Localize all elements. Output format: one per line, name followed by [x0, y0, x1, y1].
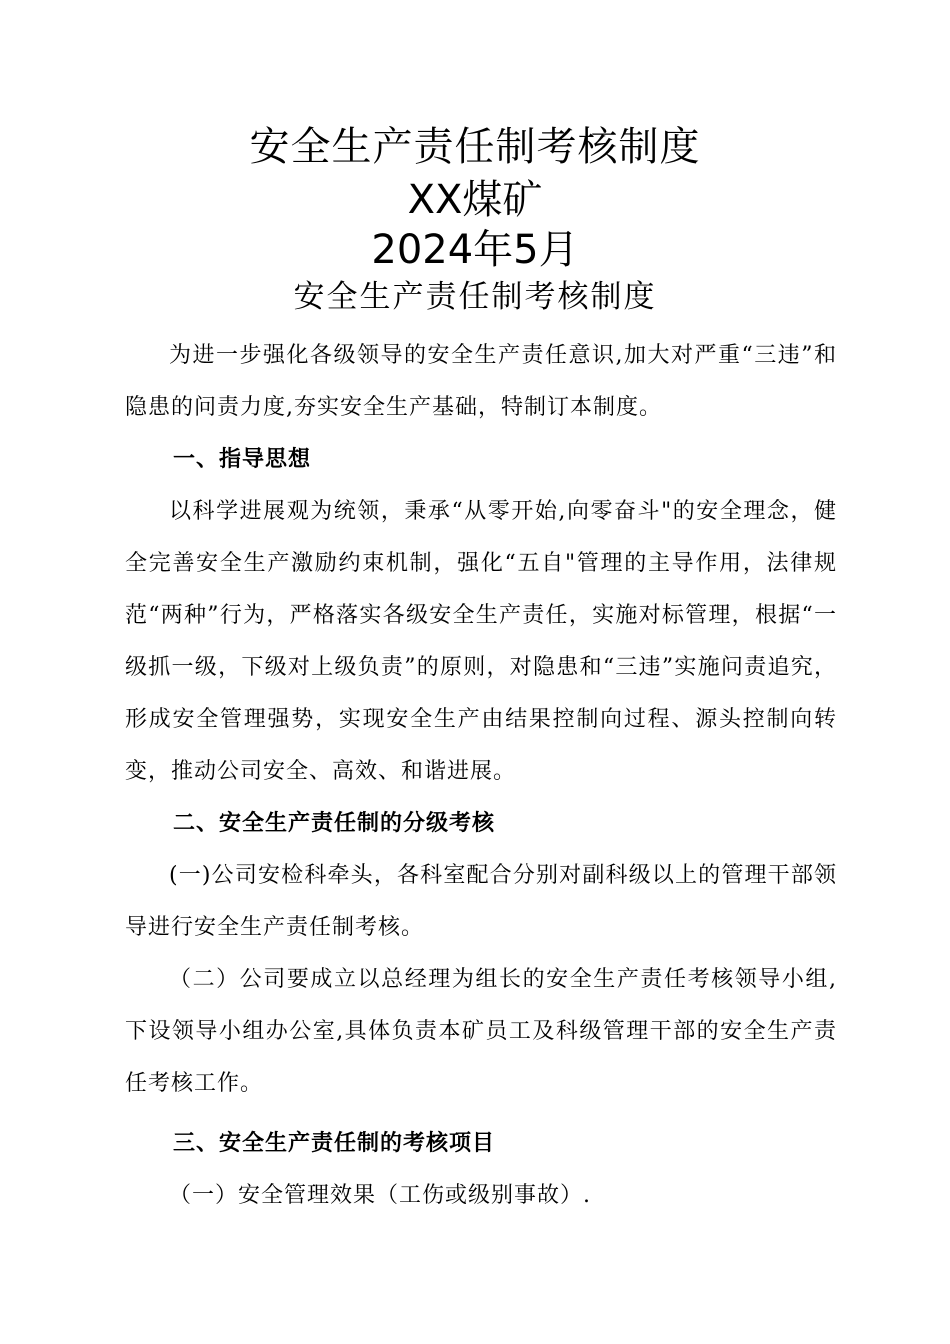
graded-assessment-item-1: (一)公司安检科牵头，各科室配合分别对副科级以上的管理干部领导进行安全生产责任制考核。 — [125, 863, 837, 940]
section-heading-graded-assessment: 二、安全生产责任制的分级考核 — [173, 811, 496, 836]
cover-date: 2024年5月 — [371, 227, 579, 273]
guiding-ideology-paragraph: 以科学进展观为统领，秉承“从零开始,向零奋斗"的安全理念，健全完善安全生产激励约束机制，强化“五自"管理的主导作用，法律规范“两种”行为，严格落实各级安全生产责任，实施对标管理，根据“一级抓一级，下级对上级负责”的原则，对隐患和“三违”实施问责追究，形成安全管理强势，实现安全生产由结果控制向过程、源头控制向转变，推动公司安全、高效、和谐进展。 — [125, 499, 837, 784]
document-body — [125, 330, 837, 1222]
graded-assessment-item-2: （二）公司要成立以总经理为组长的安全生产责任考核领导小组,下设领导小组办公室,具体负责本矿员工及科级管理干部的安全生产责任考核工作。 — [125, 967, 837, 1096]
spacer — [125, 1110, 837, 1118]
intro-paragraph: 为进一步强化各级领导的安全生产责任意识,加大对严重“三违”和隐患的问责力度,夯实安全生产基础，特制订本制度。 — [125, 343, 837, 420]
cover-organization: XX煤矿 — [407, 177, 543, 223]
cover-title: 安全生产责任制考核制度 — [249, 124, 701, 170]
section-heading-assessment-items: 三、安全生产责任制的考核项目 — [173, 1131, 496, 1156]
assessment-items-item-1: （一）安全管理效果（工伤或级别事故）. — [169, 1183, 591, 1208]
section-heading-guiding-ideology: 一、指导思想 — [173, 447, 312, 472]
document-title: 安全生产责任制考核制度 — [293, 279, 657, 315]
